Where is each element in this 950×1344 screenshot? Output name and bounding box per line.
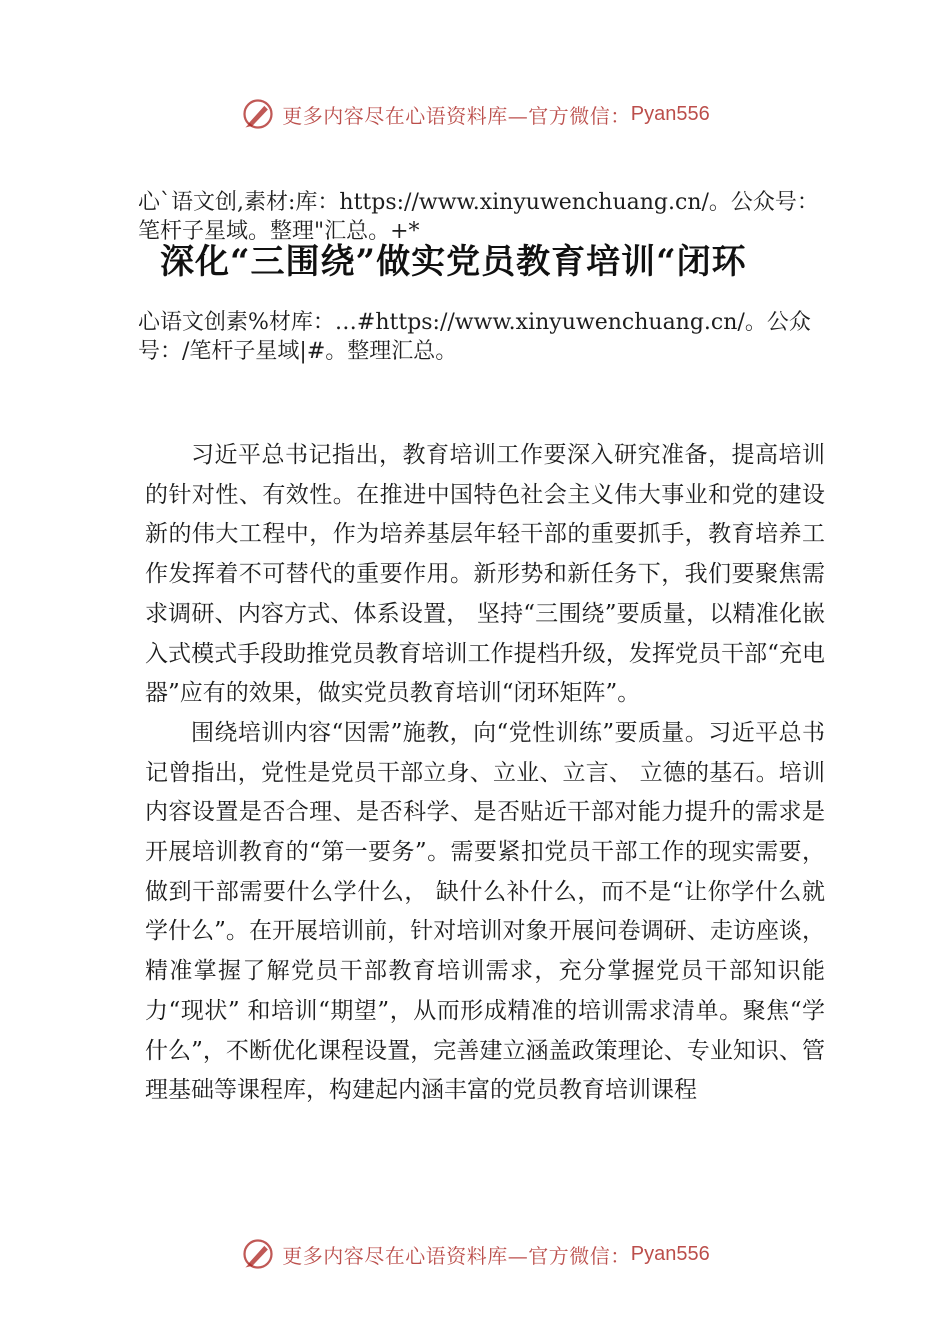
footer-banner xyxy=(0,1232,950,1276)
footer-wechat-id: Pyan556 xyxy=(630,1242,710,1265)
footer-banner-text: 更多内容尽在心语资料库—官方微信： xyxy=(282,1243,631,1268)
header-banner-text: 更多内容尽在心语资料库—官方微信： xyxy=(282,103,631,128)
pen-logo-icon xyxy=(240,1236,276,1272)
header-banner xyxy=(0,92,950,136)
paragraph-1: 习近平总书记指出，教育培训工作要深入研究准备，提高培训的针对性、有效性。在推进中国特色社会主义伟大事业和党的建设新的伟大工程中，作为培养基层年轻干部的重要抓手，教育培养工作发挥着不可替代的重要作用。新形势和新任务下，我们要聚焦需求调研、内容方式、体系设置， 坚持“三围绕”要质量，以精准化嵌入式模式手段助推党员教育培训工作提档升级，发挥党员干部“充电器”应有的效果，做实党员教育培训“闭环矩阵”。 xyxy=(145,442,825,707)
pen-logo-icon xyxy=(240,96,276,132)
document-body xyxy=(145,436,825,1111)
document-title: 深化“三围绕”做实党员教育培训“闭环 xyxy=(160,242,747,282)
source-note-2: 心语文创素%材库：…#https://www.xinyuwenchuang.cn/。公众号：/笔杆子星域|#。整理汇总。 xyxy=(138,310,811,364)
paragraph-2: 围绕培训内容“因需”施教，向“党性训练”要质量。习近平总书记曾指出，党性是党员干部立身、立业、立言、 立德的基石。培训内容设置是否合理、是否科学、是否贴近干部对能力提升的需求是开展培训教育的“第一要务”。需要紧扣党员干部工作的现实需要，做到干部需要什么学什么， 缺什么补什么，而不是“让你学什么就学什么”。在开展培训前，针对培训对象开展问卷调研、走访座谈，精准掌握了解党员干部教育培训需求，充分掌握党员干部知识能力“现状” 和培训“期望”，从而形成精准的培训需求清单。聚焦“学什么”，不断优化课程设置，完善建立涵盖政策理论、专业知识、管理基础等课程库，构建起内涵丰富的党员教育培训课程 xyxy=(145,719,825,1104)
header-wechat-id: Pyan556 xyxy=(630,102,710,125)
source-note-1: 心`语文创,素材:库：https://www.xinyuwenchuang.cn/。公众号：笔杆子星域。整理"汇总。+* xyxy=(138,190,819,244)
